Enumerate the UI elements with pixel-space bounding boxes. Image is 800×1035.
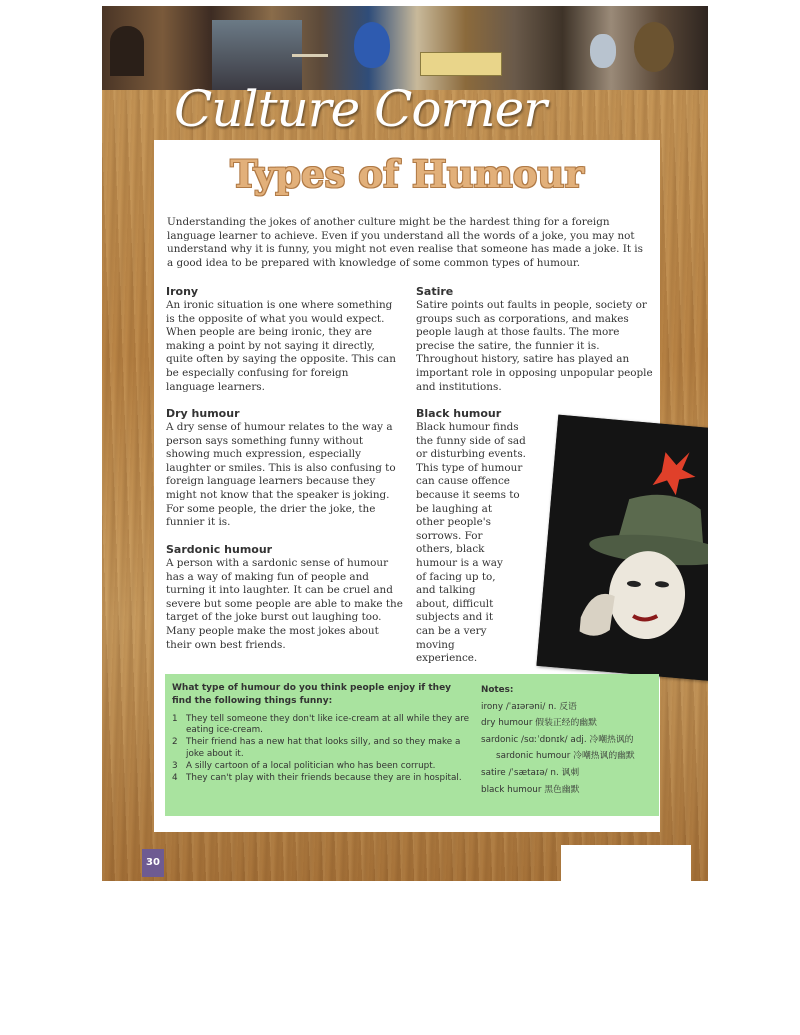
article-heading: Types of Humour	[230, 152, 584, 196]
black-humour-line: can be a very	[416, 624, 487, 637]
article-panel	[154, 140, 660, 832]
black-humour-line: sorrows. For	[416, 529, 483, 542]
notes-title: Notes:	[481, 685, 514, 695]
satire-heading: Satire	[416, 285, 454, 298]
blank-label-area	[561, 845, 691, 881]
black-humour-line: because it seems to	[416, 488, 520, 501]
black-humour-line: other people's	[416, 516, 491, 529]
list-item	[172, 714, 472, 737]
black-humour-line: experience.	[416, 652, 478, 665]
note-line: satire /ˈsætaɪə/ n. 讽刺	[481, 767, 580, 778]
black-humour-line: subjects and it	[416, 611, 494, 624]
black-humour-text	[416, 421, 540, 666]
discussion-list	[172, 714, 472, 784]
irony-heading: Irony	[166, 285, 199, 298]
vase-image	[590, 34, 616, 68]
black-humour-line: and talking	[416, 584, 476, 597]
discussion-box	[165, 674, 659, 816]
menorah-icon	[292, 20, 328, 57]
textbook-page	[102, 6, 708, 881]
note-line: irony /ˈaɪərəni/ n. 反语	[481, 701, 577, 712]
black-humour-line: about, difficult	[416, 597, 494, 610]
photo-collage-banner	[102, 6, 708, 90]
note-line: sardonic humour 冷嘲热讽的幽默	[496, 751, 635, 762]
item-number: 3	[172, 760, 178, 771]
item-text: Their friend has a new hat that looks silly, and so they make a joke about it.	[186, 737, 461, 759]
discussion-question: What type of humour do you think people enjoy if they find the following things funny:	[172, 683, 452, 706]
black-humour-line: be laughing at	[416, 502, 492, 515]
intro-paragraph: Understanding the jokes of another culture might be the hardest thing for a foreign language learner to achieve. Even if you understand all the words of a joke, you may not understand why it is funny, you might not even realise that someone has made a joke. It is a good idea to be prepared with knowledge of some common types of humour.	[167, 216, 643, 269]
sardonic-humour-heading: Sardonic humour	[166, 543, 273, 556]
item-text: They can't play with their friends because they are in hospital.	[186, 772, 462, 783]
item-number: 4	[172, 772, 178, 783]
note-line: sardonic /sɑːˈdɒnɪk/ adj. 冷嘲热讽的	[481, 734, 634, 745]
mime-photo	[536, 415, 708, 684]
vocabulary-notes	[481, 682, 656, 798]
item-text: They tell someone they don't like ice-cream at all while they are eating ice-cream.	[186, 714, 470, 736]
satire-text: Satire points out faults in people, society or groups such as corporations, and makes people laugh at those faults. The more precise the satire, the funnier it is. Throughout history, satire has played an important role in opposing unpopular people and institutions.	[416, 299, 653, 393]
list-item	[172, 761, 472, 772]
black-humour-heading: Black humour	[416, 407, 502, 420]
black-humour-line: humour is a way	[416, 556, 503, 569]
sardonic-humour-text: A person with a sardonic sense of humour has a way of making fun of people and turning it into laughter. It can be cruel and severe but some people are able to make the target of the joke burst out laughing too. Many people make the most jokes about their own best friends.	[166, 557, 403, 651]
bus-image	[420, 52, 502, 76]
dry-humour-text: A dry sense of humour relates to the way a person says something funny without showing much expression, especially laughter or smiles. This is also confusing to foreign language learners because they might not know that the speaker is joking. For some people, the drier the joke, the funnier it is.	[166, 421, 396, 529]
black-humour-line: can cause offence	[416, 475, 510, 488]
arch-image	[110, 26, 144, 76]
item-text: A silly cartoon of a local politician who has been corrupt.	[186, 760, 436, 771]
black-humour-line: or disturbing events.	[416, 448, 526, 461]
note-line: black humour 黑色幽默	[481, 784, 580, 795]
note-line: dry humour 假装正经的幽默	[481, 718, 597, 729]
black-humour-line: This type of humour	[416, 461, 523, 474]
irony-text: An ironic situation is one where something is the opposite of what you would expect. When people are being ironic, they are making a point by not saying it directly, quite often by saying the opposite. This can be especially confusing for foreign language learners.	[166, 299, 396, 393]
black-humour-line: Black humour finds	[416, 421, 519, 433]
page-number: 30	[142, 849, 164, 877]
dry-humour-heading: Dry humour	[166, 407, 240, 420]
black-humour-line: the funny side of sad	[416, 434, 526, 447]
item-number: 2	[172, 737, 178, 748]
culture-corner-title: Culture Corner	[174, 80, 547, 138]
black-humour-line: moving	[416, 638, 455, 651]
list-item	[172, 773, 472, 784]
black-humour-line: others, black	[416, 543, 485, 556]
mime-illustration	[536, 415, 708, 684]
item-number: 1	[172, 714, 178, 724]
list-item	[172, 737, 472, 760]
black-humour-line: of facing up to,	[416, 570, 496, 583]
lion-image	[634, 22, 674, 72]
blue-mask-image	[354, 22, 390, 68]
